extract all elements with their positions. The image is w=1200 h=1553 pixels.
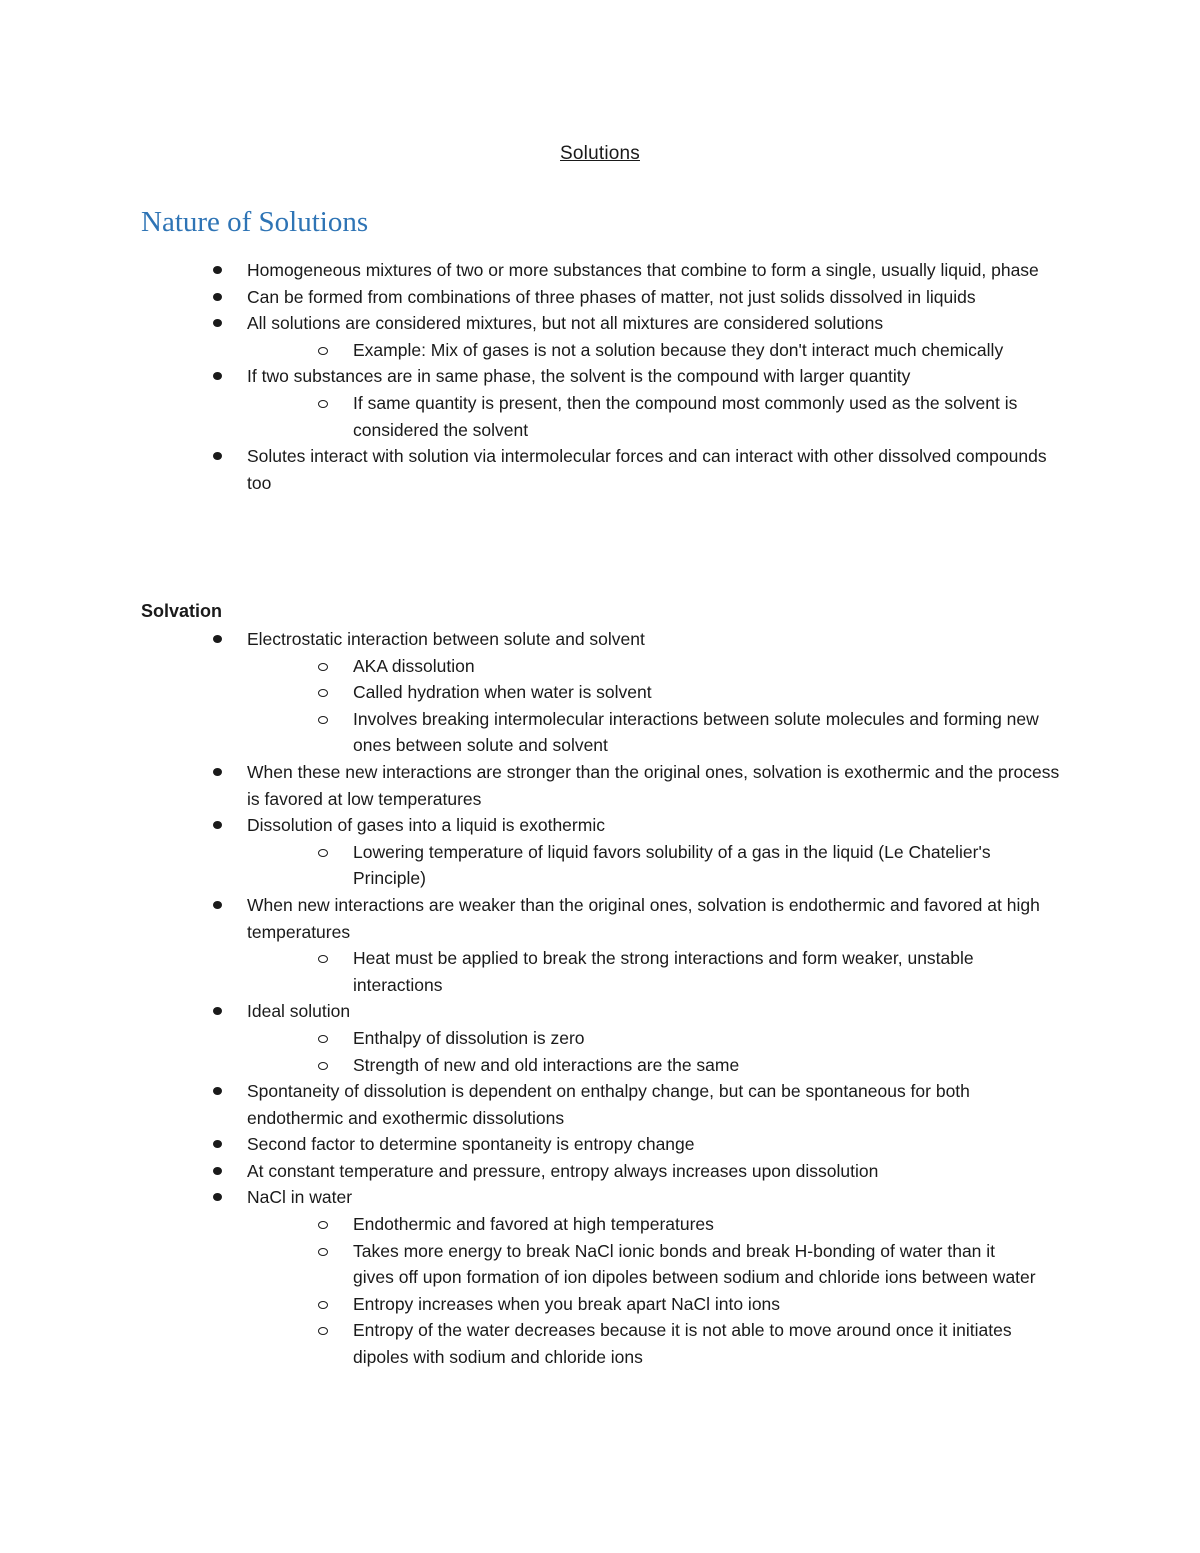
list-item-text: If two substances are in same phase, the solvent is the compound with larger quantity — [247, 366, 911, 387]
list-item — [0, 812, 1200, 839]
list-item — [0, 1078, 1200, 1131]
sub-list-item — [0, 1317, 1200, 1370]
sub-list-item — [0, 839, 1200, 892]
filled-bullet-icon — [213, 635, 222, 643]
filled-bullet-icon — [213, 452, 222, 460]
list-item-text: NaCl in water — [247, 1187, 353, 1208]
hollow-bullet-icon — [318, 400, 328, 408]
sub-list-item — [0, 390, 1200, 443]
list-item-text: Called hydration when water is solvent — [353, 682, 652, 703]
filled-bullet-icon — [213, 1193, 222, 1201]
list-item — [0, 892, 1200, 945]
list-item-text: Spontaneity of dissolution is dependent on enthalpy change, but can be spontaneous for both endothermic and exothermic dissolutions — [247, 1081, 970, 1128]
sub-list-item — [0, 337, 1200, 364]
hollow-bullet-icon — [318, 1035, 328, 1043]
list-item — [0, 1184, 1200, 1211]
list-item-text: Strength of new and old interactions are the same — [353, 1054, 740, 1075]
list-item — [0, 443, 1200, 496]
sub-list-item — [0, 1211, 1200, 1238]
list-item-text: Second factor to determine spontaneity is entropy change — [247, 1134, 695, 1155]
list-item — [0, 1131, 1200, 1158]
hollow-bullet-icon — [318, 1301, 328, 1309]
list-item-text: Electrostatic interaction between solute and solvent — [247, 629, 645, 649]
hollow-bullet-icon — [318, 689, 328, 697]
list-item-text: Entropy increases when you break apart NaCl into ions — [353, 1293, 781, 1314]
list-item-text: Entropy of the water decreases because it is not able to move around once it initiates dipoles with sodium and chloride ions — [353, 1320, 1012, 1368]
list-item-text: Enthalpy of dissolution is zero — [353, 1027, 585, 1048]
list-item — [0, 284, 1200, 311]
filled-bullet-icon — [213, 1007, 222, 1015]
list-item-text: Solutes interact with solution via intermolecular forces and can interact with other dissolved compounds too — [247, 446, 1047, 493]
filled-bullet-icon — [213, 821, 222, 829]
sub-list-item — [0, 945, 1200, 998]
sub-list-item — [0, 679, 1200, 706]
list-item-text: Heat must be applied to break the strong interactions and form weaker, unstable interactions — [353, 948, 974, 995]
list-item-text: Involves breaking intermolecular interactions between solute molecules and forming new ones between solute and solvent — [353, 708, 1039, 756]
filled-bullet-icon — [213, 1140, 222, 1148]
list-item-text: Takes more energy to break NaCl ionic bonds and break H-bonding of water than it gives off upon formation of ion dipoles between sodium and chloride ions between water — [353, 1240, 1036, 1288]
list-item-text: Dissolution of gases into a liquid is exothermic — [247, 815, 605, 836]
list-item-text: When new interactions are weaker than the original ones, solvation is endothermic and favored at high temperatures — [247, 894, 1040, 942]
page-title: Solutions — [560, 143, 640, 164]
hollow-bullet-icon — [318, 955, 328, 963]
hollow-bullet-icon — [318, 849, 328, 857]
hollow-bullet-icon — [318, 1248, 328, 1256]
filled-bullet-icon — [213, 1087, 222, 1095]
list-item-text: All solutions are considered mixtures, but not all mixtures are considered solutions — [247, 313, 884, 334]
hollow-bullet-icon — [318, 1221, 328, 1229]
sub-list-item — [0, 1052, 1200, 1079]
list-item-text: Can be formed from combinations of three phases of matter, not just solids dissolved in liquids — [247, 286, 976, 307]
section-heading-nature-of-solutions: Nature of Solutions — [141, 206, 369, 238]
list-item-text: At constant temperature and pressure, entropy always increases upon dissolution — [247, 1160, 879, 1181]
filled-bullet-icon — [213, 768, 222, 776]
list-item — [0, 998, 1200, 1025]
list-item-text: When these new interactions are stronger than the original ones, solvation is exothermic and the process is favored at low temperatures — [247, 761, 1060, 809]
list-item-text: Example: Mix of gases is not a solution because they don't interact much chemically — [353, 339, 1004, 360]
nature-of-solutions-list — [0, 257, 1200, 496]
list-item-text: If same quantity is present, then the compound most commonly used as the solvent is considered the solvent — [353, 392, 1018, 440]
list-item-text: Lowering temperature of liquid favors solubility of a gas in the liquid (Le Chatelier's Principle) — [353, 841, 991, 889]
list-item-text: Ideal solution — [247, 1001, 351, 1022]
list-item-text: Endothermic and favored at high temperatures — [353, 1214, 714, 1235]
filled-bullet-icon — [213, 319, 222, 327]
list-item — [0, 363, 1200, 390]
hollow-bullet-icon — [318, 716, 328, 724]
sub-list-item — [0, 1291, 1200, 1318]
list-item — [0, 626, 1200, 653]
list-item — [0, 759, 1200, 812]
hollow-bullet-icon — [318, 1327, 328, 1335]
hollow-bullet-icon — [318, 1062, 328, 1070]
filled-bullet-icon — [213, 901, 222, 909]
solvation-list — [0, 626, 1200, 1371]
list-item-text: AKA dissolution — [353, 655, 475, 676]
sub-list-item — [0, 706, 1200, 759]
list-item — [0, 257, 1200, 284]
sub-list-item — [0, 1238, 1200, 1291]
hollow-bullet-icon — [318, 663, 328, 671]
list-item-text: Homogeneous mixtures of two or more substances that combine to form a single, usually liquid, phase — [247, 260, 1039, 280]
filled-bullet-icon — [213, 266, 222, 274]
hollow-bullet-icon — [318, 347, 328, 355]
sub-list-item — [0, 1025, 1200, 1052]
filled-bullet-icon — [213, 1167, 222, 1175]
section-heading-solvation: Solvation — [141, 601, 223, 621]
sub-list-item — [0, 653, 1200, 680]
filled-bullet-icon — [213, 372, 222, 380]
list-item — [0, 310, 1200, 337]
filled-bullet-icon — [213, 293, 222, 301]
list-item — [0, 1158, 1200, 1185]
